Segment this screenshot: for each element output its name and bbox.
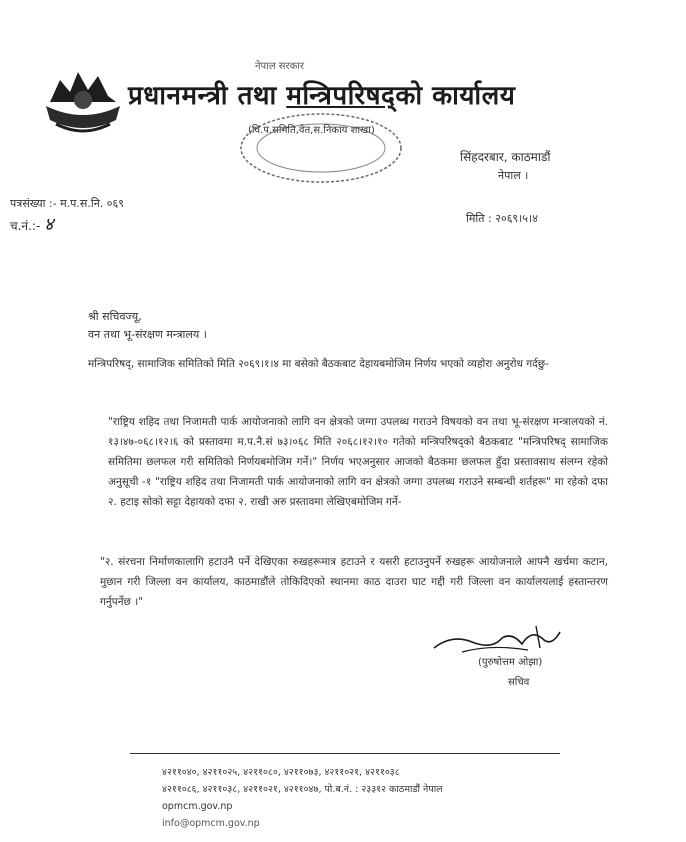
ref-value: म.प.स.नि. ०६९ [60, 197, 124, 210]
signatory-role: सचिव [508, 677, 530, 688]
office-title [128, 76, 515, 112]
date-label: मिति : [466, 212, 492, 225]
letter-date [466, 211, 538, 226]
num-value: ४ [44, 214, 54, 235]
ref-label: पत्रसंख्या :- [10, 197, 57, 210]
branch-label: (वि.प.समिति,वेत,स.निकाय शाखा) [248, 125, 375, 136]
footer-divider [130, 753, 560, 754]
intro-paragraph: मन्त्रिपरिषद्, सामाजिक समितिको मिति २०६९।१।४ मा बसेको बैठकबाट देहायबमोजिम निर्णय भएको व्यहोरा अनुरोध गर्दछु- [88, 358, 549, 370]
clause-two-paragraph: "२. संरचना निर्माणकालागि हटाउनै पर्ने देखिएका रुखहरूमात्र हटाउने र यसरी हटाउनुपर्ने रुखहरू आयोजनाले आफ्नै खर्चमा कटान, मुछान गरी जिल्ला वन कार्यालय, काठमाडौंले तोकिदिएको स्थानमा काठ दाउरा घाट गद्दी गरी जिल्ला वन कार्यालयलाई हस्तान्तरण गर्नुपर्नेछ ।" [100, 556, 608, 608]
num-label: च.नं.:- [10, 219, 41, 233]
date-value: २०६९।५।४ [495, 212, 538, 225]
recipient-line2: वन तथा भू-संरक्षण मन्त्रालय । [88, 328, 207, 341]
decision-quote-paragraph: "राष्ट्रिय शहिद तथा निजामती पार्क आयोजनाको लागि वन क्षेत्रको जग्गा उपलब्ध गराउने विषयको वन तथा भू-संरक्षण मन्त्रालयको नं. १३।४७-०६८।१२।६ को प्रस्तावमा म.प.नै.सं ७३।०६८ मिति २०६८।१२।१० गतेको मन्त्रिपरिषद्को बैठकबाट "मन्त्रिपरिषद् सामाजिक समितिमा छलफल गरी समितिको निर्णयबमोजिम गर्ने।" निर्णय भएअनुसार आजको बैठकमा छलफल हुँदा प्रस्तावसाथ संलग्न रहेको अनुसूची -१ "राष्ट्रिय शहिद तथा निजामती पार्क आयोजनाको लागि वन क्षेत्रको जग्गा उपलब्ध गराउने सम्बन्धी शर्तहरू" मा रहेको दफा २. हटाइ सोको सट्टा देहायको दफा २. राखी अरु प्रस्तावमा लेखिएबमोजिम गर्ने- [108, 416, 608, 508]
office-stamp [236, 108, 406, 186]
dispatch-number [10, 212, 54, 236]
office-title-part2: मन्त्रिपरिषद् [286, 81, 396, 111]
recipient-line1: श्री सचिवज्यू, [88, 310, 142, 323]
address-line1: सिंहदरबार, काठमाडौं [460, 150, 551, 164]
nepal-emblem-logo [42, 62, 124, 138]
government-label: नेपाल सरकार [255, 61, 304, 72]
footer-phones-line1: ४२११०४०, ४२११०२५, ४२११०८०, ४२११०७३, ४२११०२१, ४२११०३८ [162, 767, 400, 778]
reference-number [10, 196, 124, 211]
address-line2: नेपाल । [498, 169, 529, 182]
office-title-part3: को कार्यालय [395, 81, 516, 111]
footer-phones-line2: ४२११०८६, ४२११०३८, ४२११०२१, ४२११०४७, पो.ब.नं. : २३३१२ काठमाडौं नेपाल [162, 784, 443, 795]
footer-email: info@opmcm.gov.np [162, 818, 260, 829]
signatory-name: (पुरुषोत्तम ओझा) [478, 657, 543, 668]
footer-website: opmcm.gov.np [162, 801, 233, 812]
office-title-part1: प्रधानमन्त्री तथा [128, 81, 287, 111]
